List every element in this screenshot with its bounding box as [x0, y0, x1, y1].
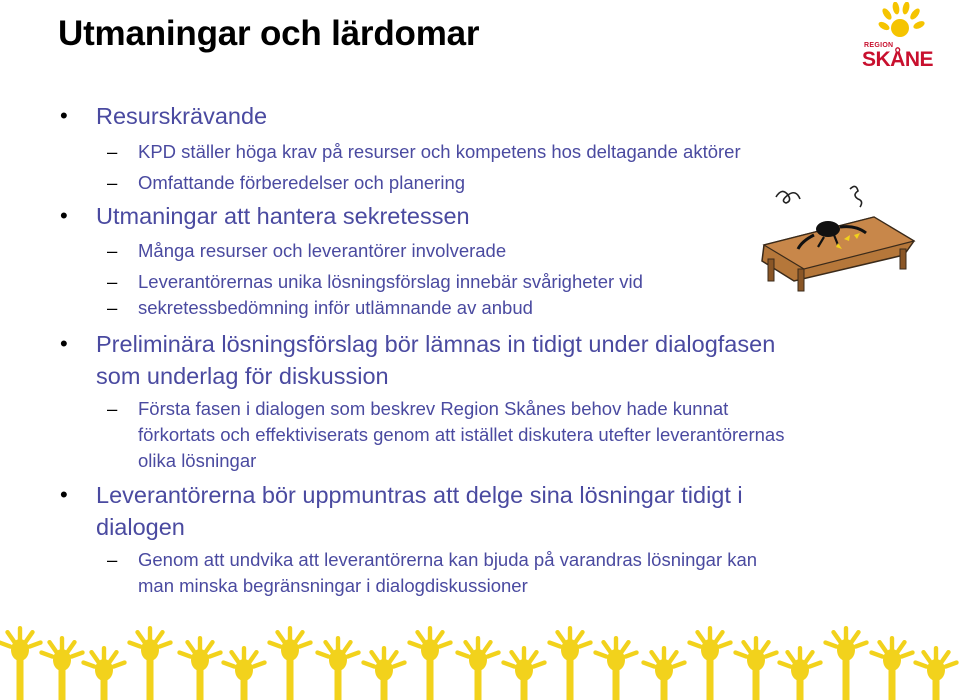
hand-icon	[777, 646, 824, 700]
bullet-4-line-2: dialogen	[96, 514, 185, 540]
sub-bullet-4-1: – Genom att undvika att leverantörerna kan bjuda på varandras lösningar kan	[138, 547, 757, 573]
hand-icon	[0, 626, 43, 700]
sub-bullet-2-2-line-2: sekretessbedömning inför utlämnande av anbud	[138, 297, 533, 318]
hand-icon	[913, 646, 960, 700]
hand-icon	[687, 626, 734, 700]
hand-icon	[127, 626, 174, 700]
sub-bullet-2-1: – Många resurser och leverantörer involverade	[138, 238, 506, 264]
logo-region-text: REGION	[864, 42, 894, 49]
hand-icon	[547, 626, 594, 700]
logo-name-text: SKÅNE	[862, 48, 934, 71]
hand-icon	[501, 646, 548, 700]
hand-icon	[823, 626, 870, 700]
bullet-2: • Utmaningar att hantera sekretessen	[96, 200, 470, 232]
hand-icon	[315, 636, 362, 700]
hand-icon	[267, 626, 314, 700]
hand-icon	[593, 636, 640, 700]
yellow-hands-border	[0, 580, 960, 700]
sub-bullet-1-1: – KPD ställer höga krav på resurser och kompetens hos deltagande aktörer	[138, 139, 741, 165]
hand-icon	[81, 646, 128, 700]
hand-icon	[455, 636, 502, 700]
hand-icon	[177, 636, 224, 700]
hand-icon	[641, 646, 688, 700]
bullet-3-line-2: som underlag för diskussion	[96, 363, 389, 389]
bullet-4: • Leverantörerna bör uppmuntras att delge sina lösningar tidigt i	[96, 479, 743, 511]
hand-icon	[407, 626, 454, 700]
person-on-desk-illustration	[754, 183, 924, 293]
hand-icon	[361, 646, 408, 700]
hand-icon	[733, 636, 780, 700]
slide-title: Utmaningar och lärdomar	[58, 14, 480, 53]
sub-bullet-4-1-line-2: man minska begränsningar i dialogdiskussioner	[138, 575, 528, 596]
sub-bullet-3-1-line-3: olika lösningar	[138, 450, 257, 471]
hand-icon	[869, 636, 916, 700]
sub-bullet-3-1: – Första fasen i dialogen som beskrev Region Skånes behov hade kunnat	[138, 396, 728, 422]
hand-icon	[221, 646, 268, 700]
sub-bullet-1-2: – Omfattande förberedelser och planering	[138, 170, 465, 196]
bullet-3: • Preliminära lösningsförslag bör lämnas in tidigt under dialogfasen	[96, 328, 775, 360]
sub-bullet-2-2: – Leverantörernas unika lösningsförslag innebär svårigheter vid	[138, 269, 643, 295]
sub-bullet-3-1-line-2: förkortats och effektiviserats genom att istället diskutera utefter leverantörernas	[138, 424, 785, 445]
hand-icon	[39, 636, 86, 700]
bullet-1: • Resurskrävande	[96, 100, 267, 132]
sub-bullet-2-2-cont	[138, 295, 533, 321]
